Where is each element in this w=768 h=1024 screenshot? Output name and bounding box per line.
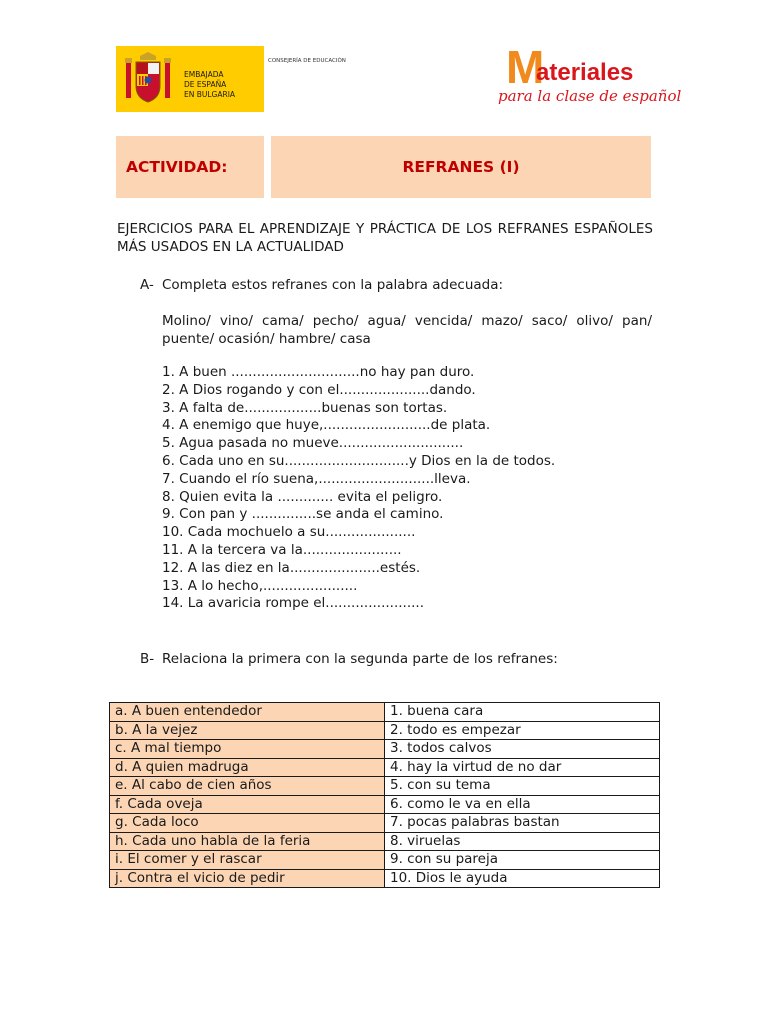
table-row xyxy=(110,721,660,740)
table-row xyxy=(110,703,660,722)
list-item: 12. A las diez en la.....................estés. xyxy=(162,559,421,576)
spain-coat-of-arms-icon xyxy=(124,52,172,106)
list-item: 2. A Dios rogando y con el.....................dando. xyxy=(162,381,476,398)
table-row xyxy=(110,814,660,833)
embassy-logo xyxy=(116,46,360,112)
fill-in-list xyxy=(162,364,555,613)
second-part-cell: 7. pocas palabras bastan xyxy=(385,814,660,833)
section-b-instruction: Relaciona la primera con la segunda parte de los refranes: xyxy=(162,651,558,667)
table-row xyxy=(110,795,660,814)
intro-heading: EJERCICIOS PARA EL APRENDIZAJE Y PRÁCTICA DE LOS REFRANES ESPAÑOLES MÁS USADOS EN LA ACTUALIDAD xyxy=(117,221,653,255)
section-a-letter: A- xyxy=(140,277,154,293)
table-row xyxy=(110,851,660,870)
embassy-line: EN BULGARIA xyxy=(184,90,236,99)
materiales-logo-word: ateriales xyxy=(536,59,634,86)
table-row xyxy=(110,832,660,851)
second-part-cell: 1. buena cara xyxy=(385,703,660,722)
first-part-cell: b. A la vejez xyxy=(110,721,385,740)
embassy-line: EMBAJADA xyxy=(184,70,224,79)
second-part-cell: 3. todos calvos xyxy=(385,740,660,759)
section-a-instruction: Completa estos refranes con la palabra adecuada: xyxy=(162,277,504,293)
list-item: 14. La avaricia rompe el....................... xyxy=(162,595,425,612)
second-part-cell: 4. hay la virtud de no dar xyxy=(385,758,660,777)
second-part-cell: 6. como le va en ella xyxy=(385,795,660,814)
activity-title-box xyxy=(271,136,651,198)
second-part-cell: 8. viruelas xyxy=(385,832,660,851)
list-item: 10. Cada mochuelo a su..................... xyxy=(162,524,416,541)
embassy-line: DE ESPAÑA xyxy=(184,80,227,89)
table-row xyxy=(110,758,660,777)
first-part-cell: d. A quien madruga xyxy=(110,758,385,777)
first-part-cell: h. Cada uno habla de la feria xyxy=(110,832,385,851)
first-part-cell: c. A mal tiempo xyxy=(110,740,385,759)
activity-label-box xyxy=(116,136,264,198)
table-row xyxy=(110,869,660,888)
activity-title: REFRANES (I) xyxy=(402,158,520,176)
list-item: 9. Con pan y ...............se anda el camino. xyxy=(162,506,444,523)
first-part-cell: g. Cada loco xyxy=(110,814,385,833)
second-part-cell: 2. todo es empezar xyxy=(385,721,660,740)
first-part-cell: e. Al cabo de cien años xyxy=(110,777,385,796)
first-part-cell: a. A buen entendedor xyxy=(110,703,385,722)
list-item: 1. A buen ..............................no hay pan duro. xyxy=(162,364,475,380)
materiales-logo xyxy=(498,41,682,112)
list-item: 6. Cada uno en su.............................y Dios en la de todos. xyxy=(162,452,556,469)
list-item: 13. A lo hecho,...................... xyxy=(162,577,358,594)
section-a-heading xyxy=(140,276,503,294)
section-b-letter: B- xyxy=(140,651,155,667)
second-part-cell: 5. con su tema xyxy=(385,777,660,796)
table-row xyxy=(110,740,660,759)
word-bank: Molino/ vino/ cama/ pecho/ agua/ vencida/ mazo/ saco/ olivo/ pan/ puente/ ocasión/ hambre/ casa xyxy=(162,313,652,347)
materiales-logo-initial: M xyxy=(506,41,545,93)
embassy-name xyxy=(184,70,235,100)
second-part-cell: 10. Dios le ayuda xyxy=(385,869,660,888)
list-item: 8. Quien evita la ............. evita el peligro. xyxy=(162,488,443,505)
consejeria-label: CONSEJERÍA DE EDUCACIÓN xyxy=(268,58,346,64)
embassy-logo-band xyxy=(116,46,264,112)
list-item: 5. Agua pasada no mueve............................. xyxy=(162,435,464,452)
second-part-cell: 9. con su pareja xyxy=(385,851,660,870)
list-item: 3. A falta de..................buenas son tortas. xyxy=(162,399,448,416)
list-item: 4. A enemigo que huye,.........................de plata. xyxy=(162,417,491,434)
list-item: 7. Cuando el río suena,...........................lleva. xyxy=(162,470,471,487)
materiales-logo-subtitle: para la clase de español xyxy=(498,87,682,105)
activity-label: ACTIVIDAD: xyxy=(126,158,228,176)
matching-table xyxy=(109,702,660,888)
first-part-cell: i. El comer y el rascar xyxy=(110,851,385,870)
first-part-cell: f. Cada oveja xyxy=(110,795,385,814)
table-row xyxy=(110,777,660,796)
list-item: 11. A la tercera va la....................... xyxy=(162,541,402,558)
first-part-cell: j. Contra el vicio de pedir xyxy=(110,869,385,888)
